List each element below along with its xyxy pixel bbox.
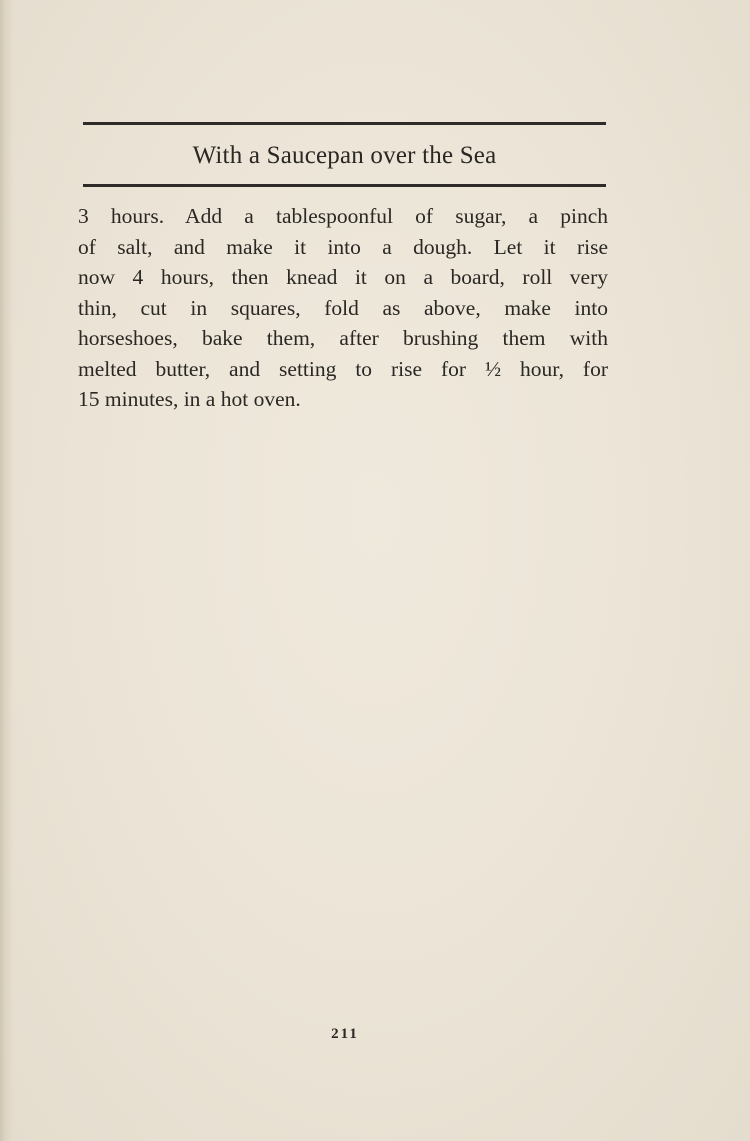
text-line: thin, cut in squares, fold as above, make into <box>78 295 608 320</box>
page-number: 211 <box>331 1026 359 1042</box>
header-rule-top <box>83 122 606 125</box>
running-head: With a Saucepan over the Sea <box>192 142 497 169</box>
text-line: 3 hours. Add a tablespoonful of sugar, a pinch <box>78 204 608 228</box>
text-line: of salt, and make it into a dough. Let it rise <box>78 234 608 259</box>
text-line: 15 minutes, in a hot oven. <box>78 387 301 411</box>
text-line: horseshoes, bake them, after brushing them with <box>78 326 608 350</box>
text-line: now 4 hours, then knead it on a board, roll very <box>78 265 608 289</box>
header-rule-bottom <box>83 184 606 187</box>
page-gutter-shadow <box>0 0 14 1141</box>
text-line: melted butter, and setting to rise for ½ hour, for <box>78 356 608 381</box>
body-paragraph <box>78 201 608 415</box>
